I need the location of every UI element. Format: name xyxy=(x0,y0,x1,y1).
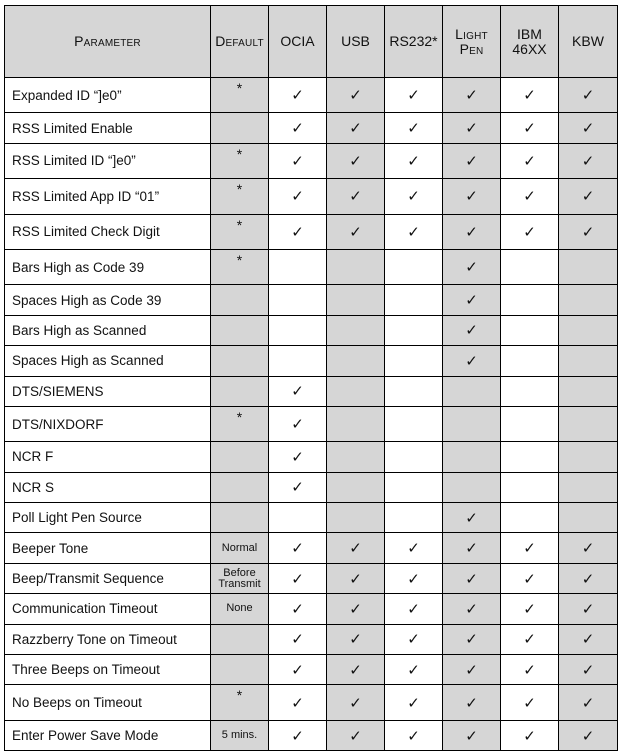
header-light-pen: Light Pen xyxy=(443,6,501,78)
check-mark-icon: ✓ xyxy=(291,448,304,466)
parameter-name: Beep/Transmit Sequence xyxy=(5,563,211,593)
check-cell-usb xyxy=(327,624,385,654)
check-cell-light-pen xyxy=(443,472,501,502)
header-parameter: Parameter xyxy=(5,6,211,78)
check-mark-icon: ✓ xyxy=(465,661,478,679)
default-value: Normal xyxy=(211,533,269,563)
check-mark-icon: ✓ xyxy=(349,188,362,206)
check-mark-icon: ✓ xyxy=(523,188,536,206)
check-mark-icon: ✓ xyxy=(407,188,420,206)
check-cell-light-pen xyxy=(443,376,501,406)
table-row xyxy=(5,624,618,654)
default-value: * xyxy=(211,685,269,720)
default-value: * xyxy=(211,143,269,178)
check-cell-usb xyxy=(327,503,385,533)
check-mark-icon: ✓ xyxy=(349,540,362,558)
check-cell-kbw xyxy=(559,720,618,750)
check-mark-icon: ✓ xyxy=(291,570,304,588)
check-cell-kbw xyxy=(559,594,618,624)
check-mark-icon: ✓ xyxy=(465,727,478,745)
check-cell-rs232 xyxy=(385,346,443,376)
check-mark-icon: ✓ xyxy=(581,120,595,138)
check-mark-icon: ✓ xyxy=(465,292,478,310)
default-value: None xyxy=(211,594,269,624)
parameter-name: Beeper Tone xyxy=(5,533,211,563)
check-mark-icon: ✓ xyxy=(465,120,478,138)
check-cell-kbw xyxy=(559,376,618,406)
check-cell-usb xyxy=(327,720,385,750)
check-cell-kbw xyxy=(559,78,618,113)
parameter-name: NCR S xyxy=(5,472,211,502)
check-cell-usb xyxy=(327,442,385,472)
table-row xyxy=(5,214,618,249)
check-mark-icon: ✓ xyxy=(349,120,362,138)
default-value: * xyxy=(211,214,269,249)
check-cell-ibm-46xx xyxy=(501,472,559,502)
check-cell-kbw xyxy=(559,315,618,345)
table-row xyxy=(5,179,618,214)
check-cell-usb xyxy=(327,376,385,406)
default-value: * xyxy=(211,406,269,441)
check-cell-usb xyxy=(327,594,385,624)
check-mark-icon: ✓ xyxy=(407,152,420,170)
check-cell-ibm-46xx xyxy=(501,315,559,345)
default-value xyxy=(211,376,269,406)
check-cell-kbw xyxy=(559,624,618,654)
check-cell-rs232 xyxy=(385,685,443,720)
check-mark-icon: ✓ xyxy=(523,540,536,558)
check-cell-usb xyxy=(327,685,385,720)
check-mark-icon: ✓ xyxy=(581,223,595,241)
default-value xyxy=(211,624,269,654)
check-cell-light-pen xyxy=(443,563,501,593)
check-cell-usb xyxy=(327,78,385,113)
default-value xyxy=(211,113,269,143)
check-mark-icon: ✓ xyxy=(291,188,304,206)
check-cell-light-pen xyxy=(443,78,501,113)
check-cell-rs232 xyxy=(385,533,443,563)
check-mark-icon: ✓ xyxy=(581,694,595,712)
check-cell-ocia xyxy=(269,113,327,143)
check-cell-rs232 xyxy=(385,179,443,214)
check-cell-ibm-46xx xyxy=(501,503,559,533)
check-cell-kbw xyxy=(559,406,618,441)
check-cell-usb xyxy=(327,533,385,563)
check-cell-usb xyxy=(327,249,385,284)
check-mark-icon: ✓ xyxy=(349,727,362,745)
check-mark-icon: ✓ xyxy=(291,661,304,679)
check-mark-icon: ✓ xyxy=(523,152,536,170)
table-row xyxy=(5,655,618,685)
default-value: Before Transmit xyxy=(211,563,269,593)
check-cell-ocia xyxy=(269,214,327,249)
check-mark-icon: ✓ xyxy=(523,87,536,105)
check-mark-icon: ✓ xyxy=(465,223,478,241)
check-cell-kbw xyxy=(559,249,618,284)
check-mark-icon: ✓ xyxy=(291,87,304,105)
check-cell-rs232 xyxy=(385,720,443,750)
header-ibm-46xx: IBM 46XX xyxy=(501,6,559,78)
check-cell-ibm-46xx xyxy=(501,624,559,654)
parameter-name: RSS Limited App ID “01” xyxy=(5,179,211,214)
header-kbw: KBW xyxy=(559,6,618,78)
check-cell-rs232 xyxy=(385,376,443,406)
check-cell-usb xyxy=(327,179,385,214)
check-cell-ibm-46xx xyxy=(501,78,559,113)
check-cell-ibm-46xx xyxy=(501,113,559,143)
parameter-name: Bars High as Scanned xyxy=(5,315,211,345)
default-value: 5 mins. xyxy=(211,720,269,750)
check-mark-icon: ✓ xyxy=(291,120,304,138)
check-cell-kbw xyxy=(559,442,618,472)
default-value xyxy=(211,315,269,345)
check-cell-light-pen xyxy=(443,655,501,685)
check-mark-icon: ✓ xyxy=(291,727,304,745)
check-cell-ocia xyxy=(269,533,327,563)
header-ocia: OCIA xyxy=(269,6,327,78)
default-value xyxy=(211,655,269,685)
check-cell-kbw xyxy=(559,214,618,249)
check-cell-kbw xyxy=(559,113,618,143)
check-cell-ocia xyxy=(269,655,327,685)
check-mark-icon: ✓ xyxy=(465,631,478,649)
parameter-name: RSS Limited Check Digit xyxy=(5,214,211,249)
check-cell-rs232 xyxy=(385,472,443,502)
check-cell-ibm-46xx xyxy=(501,346,559,376)
table-row xyxy=(5,720,618,750)
check-mark-icon: ✓ xyxy=(407,223,420,241)
check-mark-icon: ✓ xyxy=(407,87,420,105)
check-cell-rs232 xyxy=(385,655,443,685)
check-cell-kbw xyxy=(559,346,618,376)
check-cell-usb xyxy=(327,315,385,345)
table-row xyxy=(5,503,618,533)
check-mark-icon: ✓ xyxy=(465,509,478,527)
parameter-name: RSS Limited ID “]e0” xyxy=(5,143,211,178)
check-cell-rs232 xyxy=(385,214,443,249)
check-cell-usb xyxy=(327,406,385,441)
check-mark-icon: ✓ xyxy=(465,570,478,588)
table-header-row xyxy=(5,6,618,78)
default-value xyxy=(211,472,269,502)
table-row xyxy=(5,113,618,143)
table-row xyxy=(5,249,618,284)
check-mark-icon: ✓ xyxy=(581,152,595,170)
check-cell-light-pen xyxy=(443,179,501,214)
check-mark-icon: ✓ xyxy=(291,223,304,241)
parameter-name: RSS Limited Enable xyxy=(5,113,211,143)
check-cell-rs232 xyxy=(385,594,443,624)
check-mark-icon: ✓ xyxy=(407,570,420,588)
table-row xyxy=(5,406,618,441)
check-cell-light-pen xyxy=(443,503,501,533)
parameter-name: Communication Timeout xyxy=(5,594,211,624)
check-cell-rs232 xyxy=(385,113,443,143)
table-row xyxy=(5,533,618,563)
parameter-name: Expanded ID “]e0” xyxy=(5,78,211,113)
check-cell-light-pen xyxy=(443,442,501,472)
check-cell-usb xyxy=(327,563,385,593)
check-cell-ibm-46xx xyxy=(501,214,559,249)
check-mark-icon: ✓ xyxy=(349,694,362,712)
check-cell-light-pen xyxy=(443,720,501,750)
check-cell-ibm-46xx xyxy=(501,685,559,720)
check-mark-icon: ✓ xyxy=(523,223,536,241)
check-mark-icon: ✓ xyxy=(523,570,536,588)
table-row xyxy=(5,346,618,376)
check-mark-icon: ✓ xyxy=(349,631,362,649)
check-mark-icon: ✓ xyxy=(291,631,304,649)
check-cell-rs232 xyxy=(385,285,443,315)
check-mark-icon: ✓ xyxy=(349,152,362,170)
check-mark-icon: ✓ xyxy=(291,416,304,434)
check-cell-ocia xyxy=(269,78,327,113)
header-default: Default xyxy=(211,6,269,78)
check-cell-ocia xyxy=(269,563,327,593)
check-cell-light-pen xyxy=(443,285,501,315)
check-cell-light-pen xyxy=(443,533,501,563)
table-row xyxy=(5,78,618,113)
check-mark-icon: ✓ xyxy=(291,383,304,401)
check-cell-light-pen xyxy=(443,143,501,178)
check-cell-kbw xyxy=(559,503,618,533)
check-mark-icon: ✓ xyxy=(523,694,536,712)
table-row xyxy=(5,563,618,593)
check-cell-kbw xyxy=(559,285,618,315)
check-cell-usb xyxy=(327,113,385,143)
check-cell-usb xyxy=(327,346,385,376)
check-mark-icon: ✓ xyxy=(465,600,478,618)
check-cell-rs232 xyxy=(385,143,443,178)
check-mark-icon: ✓ xyxy=(465,352,478,370)
table-body xyxy=(5,78,618,751)
check-mark-icon: ✓ xyxy=(465,188,478,206)
table-row xyxy=(5,685,618,720)
check-cell-light-pen xyxy=(443,406,501,441)
parameter-name: Bars High as Code 39 xyxy=(5,249,211,284)
check-cell-ibm-46xx xyxy=(501,655,559,685)
check-cell-ibm-46xx xyxy=(501,406,559,441)
default-value xyxy=(211,442,269,472)
check-mark-icon: ✓ xyxy=(581,727,595,745)
parameter-name: DTS/NIXDORF xyxy=(5,406,211,441)
table-row xyxy=(5,376,618,406)
check-mark-icon: ✓ xyxy=(407,694,420,712)
check-cell-ibm-46xx xyxy=(501,285,559,315)
check-cell-rs232 xyxy=(385,249,443,284)
check-cell-ocia xyxy=(269,624,327,654)
check-mark-icon: ✓ xyxy=(407,661,420,679)
parameter-name: DTS/SIEMENS xyxy=(5,376,211,406)
check-cell-ocia xyxy=(269,472,327,502)
default-value: * xyxy=(211,249,269,284)
check-cell-kbw xyxy=(559,685,618,720)
check-mark-icon: ✓ xyxy=(349,223,362,241)
check-cell-ocia xyxy=(269,442,327,472)
default-value: * xyxy=(211,78,269,113)
check-cell-ibm-46xx xyxy=(501,179,559,214)
check-mark-icon: ✓ xyxy=(465,694,478,712)
check-cell-ibm-46xx xyxy=(501,720,559,750)
check-cell-kbw xyxy=(559,143,618,178)
default-value xyxy=(211,346,269,376)
check-cell-rs232 xyxy=(385,563,443,593)
check-mark-icon: ✓ xyxy=(291,152,304,170)
check-mark-icon: ✓ xyxy=(523,661,536,679)
check-mark-icon: ✓ xyxy=(291,600,304,618)
check-mark-icon: ✓ xyxy=(581,570,595,588)
default-value xyxy=(211,503,269,533)
check-cell-usb xyxy=(327,143,385,178)
check-mark-icon: ✓ xyxy=(349,570,362,588)
table-row xyxy=(5,315,618,345)
check-cell-rs232 xyxy=(385,406,443,441)
check-cell-rs232 xyxy=(385,442,443,472)
table-row xyxy=(5,442,618,472)
check-cell-rs232 xyxy=(385,624,443,654)
check-cell-light-pen xyxy=(443,685,501,720)
check-mark-icon: ✓ xyxy=(465,152,478,170)
parameter-name: Poll Light Pen Source xyxy=(5,503,211,533)
parameter-name: No Beeps on Timeout xyxy=(5,685,211,720)
check-mark-icon: ✓ xyxy=(291,694,304,712)
check-cell-ocia xyxy=(269,376,327,406)
check-cell-ibm-46xx xyxy=(501,376,559,406)
parameter-name: Spaces High as Scanned xyxy=(5,346,211,376)
check-mark-icon: ✓ xyxy=(581,540,595,558)
parameter-name: Enter Power Save Mode xyxy=(5,720,211,750)
check-cell-rs232 xyxy=(385,78,443,113)
default-value: * xyxy=(211,179,269,214)
check-cell-ocia xyxy=(269,594,327,624)
check-cell-usb xyxy=(327,655,385,685)
check-cell-ocia xyxy=(269,685,327,720)
check-cell-light-pen xyxy=(443,315,501,345)
check-cell-kbw xyxy=(559,179,618,214)
check-cell-light-pen xyxy=(443,594,501,624)
check-mark-icon: ✓ xyxy=(523,120,536,138)
check-cell-ocia xyxy=(269,346,327,376)
parameter-name: NCR F xyxy=(5,442,211,472)
parameter-name: Razzberry Tone on Timeout xyxy=(5,624,211,654)
table-row xyxy=(5,472,618,502)
check-cell-light-pen xyxy=(443,113,501,143)
check-cell-ibm-46xx xyxy=(501,442,559,472)
check-cell-light-pen xyxy=(443,249,501,284)
table-row xyxy=(5,285,618,315)
check-mark-icon: ✓ xyxy=(465,87,478,105)
check-cell-ibm-46xx xyxy=(501,533,559,563)
check-mark-icon: ✓ xyxy=(291,540,304,558)
header-rs232: RS232* xyxy=(385,6,443,78)
check-cell-ibm-46xx xyxy=(501,249,559,284)
header-usb: USB xyxy=(327,6,385,78)
check-cell-ocia xyxy=(269,720,327,750)
check-cell-kbw xyxy=(559,563,618,593)
check-mark-icon: ✓ xyxy=(581,87,595,105)
check-cell-rs232 xyxy=(385,503,443,533)
check-cell-kbw xyxy=(559,655,618,685)
check-mark-icon: ✓ xyxy=(465,540,478,558)
check-mark-icon: ✓ xyxy=(349,87,362,105)
check-cell-ocia xyxy=(269,315,327,345)
check-mark-icon: ✓ xyxy=(407,540,420,558)
check-mark-icon: ✓ xyxy=(581,661,595,679)
check-cell-ocia xyxy=(269,249,327,284)
check-mark-icon: ✓ xyxy=(523,631,536,649)
check-cell-light-pen xyxy=(443,214,501,249)
check-mark-icon: ✓ xyxy=(291,479,304,497)
check-cell-light-pen xyxy=(443,624,501,654)
check-cell-ibm-46xx xyxy=(501,143,559,178)
check-mark-icon: ✓ xyxy=(523,600,536,618)
check-mark-icon: ✓ xyxy=(465,322,478,340)
check-cell-kbw xyxy=(559,533,618,563)
check-mark-icon: ✓ xyxy=(523,727,536,745)
check-mark-icon: ✓ xyxy=(407,727,420,745)
check-cell-ibm-46xx xyxy=(501,594,559,624)
check-cell-ibm-46xx xyxy=(501,563,559,593)
check-mark-icon: ✓ xyxy=(581,631,595,649)
check-cell-usb xyxy=(327,472,385,502)
check-cell-ocia xyxy=(269,503,327,533)
parameter-table xyxy=(4,5,618,751)
check-mark-icon: ✓ xyxy=(465,259,478,277)
table-row xyxy=(5,594,618,624)
check-mark-icon: ✓ xyxy=(349,600,362,618)
check-cell-ocia xyxy=(269,406,327,441)
check-mark-icon: ✓ xyxy=(407,631,420,649)
parameter-name: Spaces High as Code 39 xyxy=(5,285,211,315)
check-cell-usb xyxy=(327,285,385,315)
default-value xyxy=(211,285,269,315)
check-cell-kbw xyxy=(559,472,618,502)
check-mark-icon: ✓ xyxy=(581,600,595,618)
parameter-name: Three Beeps on Timeout xyxy=(5,655,211,685)
check-mark-icon: ✓ xyxy=(407,120,420,138)
check-cell-ocia xyxy=(269,143,327,178)
check-mark-icon: ✓ xyxy=(407,600,420,618)
check-cell-ocia xyxy=(269,285,327,315)
check-cell-rs232 xyxy=(385,315,443,345)
table-row xyxy=(5,143,618,178)
check-mark-icon: ✓ xyxy=(581,188,595,206)
check-cell-light-pen xyxy=(443,346,501,376)
check-cell-ocia xyxy=(269,179,327,214)
check-mark-icon: ✓ xyxy=(349,661,362,679)
check-cell-usb xyxy=(327,214,385,249)
